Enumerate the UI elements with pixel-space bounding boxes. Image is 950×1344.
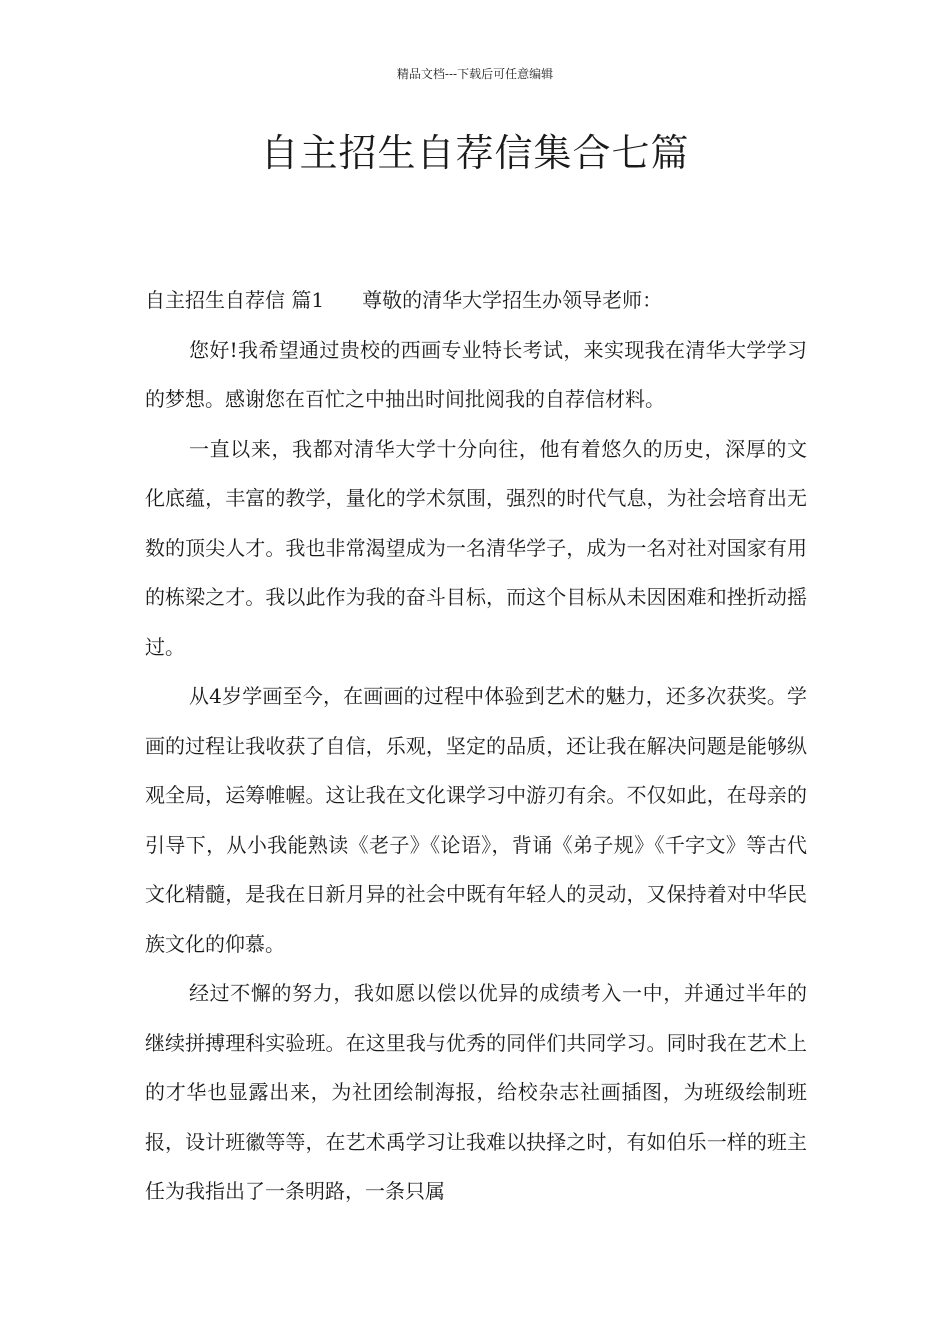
document-body	[145, 276, 807, 1217]
paragraph: 经过不懈的努力，我如愿以偿以优异的成绩考入一中，并通过半年的继续拼搏理科实验班。在这里我与优秀的同伴们共同学习。同时我在艺术上的才华也显露出来，为社团绘制海报，给校杂志社画插图，为班级绘制班报，设计班徽等等，在艺术禹学习让我难以抉择之时，有如伯乐一样的班主任为我指出了一条明路，一条只属	[145, 981, 807, 1203]
header-note: 精品文档---下载后可任意编辑	[396, 67, 554, 81]
salutation: 尊敬的清华大学招生办领导老师：	[362, 288, 663, 312]
section-label: 自主招生自荐信 篇1	[145, 288, 325, 312]
paragraph: 您好!我希望通过贵校的西画专业特长考试，来实现我在清华大学学习的梦想。感谢您在百忙之中抽出时间批阅我的自荐信材料。	[145, 337, 807, 411]
paragraph: 一直以来，我都对清华大学十分向往，他有着悠久的历史，深厚的文化底蕴，丰富的教学，量化的学术氛围，强烈的时代气息，为社会培育出无数的顶尖人才。我也非常渴望成为一名清华学子，成为一名对社对国家有用的栋梁之才。我以此作为我的奋斗目标，而这个目标从未因困难和挫折动摇过。	[145, 436, 807, 659]
opening-line	[145, 276, 807, 326]
document-title: 自主招生自荐信集合七篇	[260, 131, 690, 175]
paragraph: 从4岁学画至今，在画画的过程中体验到艺术的魅力，还多次获奖。学画的过程让我收获了自信，乐观，坚定的品质，还让我在解决问题是能够纵观全局，运筹帷幄。这让我在文化课学习中游刃有余。不仅如此，在母亲的引导下，从小我能熟读《老子》《论语》，背诵《弟子规》《千字文》等古代文化精髓，是我在日新月异的社会中既有年轻人的灵动，又保持着对中华民族文化的仰慕。	[145, 684, 807, 956]
